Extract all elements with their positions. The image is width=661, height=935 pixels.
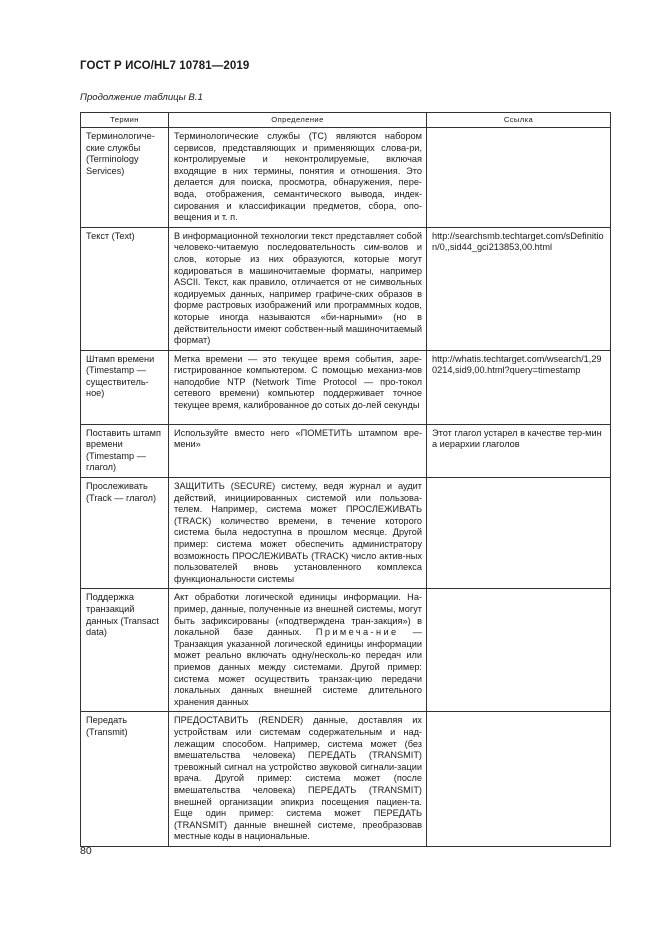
reference-cell	[427, 128, 611, 228]
table-row	[81, 350, 611, 424]
term-cell: Передать (Transmit)	[81, 712, 169, 847]
table-row	[81, 424, 611, 477]
definition-text: — Транзакция указанной логической единицы информации может реально включать одну/несколь-ко передач или приемов данных между системами. Другой пример: система может осуществить транзак-цию передачи локальных данных внешней системе длительного хранения данных	[174, 627, 422, 707]
table-header-row	[81, 113, 611, 128]
term-cell: Текст (Text)	[81, 227, 169, 350]
definition-cell: Терминологические службы (ТС) являются набором сервисов, представляющих и применяющих слова-ри, контролируемые и неконтролируемые, включая входящие в них термины, понятия и отношения. Это делается для поиска, просмотра, обнаружения, пере-вода, отображения, семантического вывода, индек-сирования и классификации предметов, сбора, опо-вещения и т. п.	[169, 128, 427, 228]
definition-cell: ЗАЩИТИТЬ (SECURE) систему, ведя журнал и аудит действий, инициированных системой или пользова-телем. Например, система может ПРОСЛЕЖИВАТЬ (TRACK) количество времени, в течение которого система была недоступна в прошлом месяце. Другой пример: система может обеспечить администратору возможность ПРОСЛЕЖИВАТЬ (TRACK) число актив-ных пользователей вновь установленного комплекса функциональности системы	[169, 478, 427, 589]
reference-cell	[427, 589, 611, 712]
term-cell: Поставить штамп времени (Timestamp — глагол)	[81, 424, 169, 477]
term-cell: Терминологиче-ские службы (Terminology Services)	[81, 128, 169, 228]
table-row	[81, 128, 611, 228]
page-number: 80	[80, 845, 92, 857]
table-row	[81, 589, 611, 712]
table-row	[81, 478, 611, 589]
table-caption: Продолжение таблицы В.1	[80, 92, 203, 103]
term-cell: Штамп времени (Timestamp — существитель-ное)	[81, 350, 169, 424]
reference-cell: Этот глагол устарел в качестве тер-мина иерархии глаголов	[427, 424, 611, 477]
reference-cell: http://whatis.techtarget.com/wsearch/1,290214,sid9,00.html?query=timestamp	[427, 350, 611, 424]
reference-cell	[427, 478, 611, 589]
table-row	[81, 712, 611, 847]
definition-cell: Используйте вместо него «ПОМЕТИТЬ штампом вре-мени»	[169, 424, 427, 477]
definition-cell	[169, 589, 427, 712]
reference-cell	[427, 712, 611, 847]
term-cell: Прослеживать (Track — глагол)	[81, 478, 169, 589]
definition-cell: Метка времени — это текущее время события, заре-гистрированное компьютером. С помощью механиз-мов наподобие NTP (Network Time Protocol — про-токол сетевого времени) компьютер поддерживает точное текущее время, калиброванное до сотых до-лей секунды	[169, 350, 427, 424]
definition-cell: ПРЕДОСТАВИТЬ (RENDER) данные, доставляя их устройствам или системам содержательным и над-лежащим способом. Например, система может (без вмешательства человека) ПЕРЕДАТЬ (TRANSMIT) тревожный сигнал на устройство звуковой сигнали-зации врача. Другой пример: система может (после вмешательства человека) ПЕРЕДАТЬ (TRANSMIT) внешней организации эпикриз посещения пациен-та. Еще один пример: система может ПЕРЕДАТЬ (TRANSMIT) данные внешней системе, преобразовав местные коды в национальные.	[169, 712, 427, 847]
terms-table	[80, 112, 611, 847]
definition-text: Акт обработки логической единицы информации. На-пример, данные, полученные из внешней системы, могут быть зафиксированы («подтверждена тран-закция») в локальной базе данных.	[174, 592, 422, 638]
note-label: Примеча-ние	[315, 627, 399, 638]
column-header-term: Термин	[81, 113, 169, 128]
table-row	[81, 227, 611, 350]
definition-cell: В информационной технологии текст представляет собой человеко-читаемую последовательность сим-волов и слов, которые из них образуются, которые могут кодироваться в машиночитаемые форматы, например ASCII. Текст, как правило, отличается от не символьных кодируемых данных, например графиче-ских образов в форме растровых изображений или программных кодов, которые иногда называются «би-нарными» (но в действительности имеют собствен-ный машиночитаемый формат)	[169, 227, 427, 350]
document-code: ГОСТ Р ИСО/HL7 10781—2019	[80, 60, 250, 72]
column-header-reference: Ссылка	[427, 113, 611, 128]
term-cell: Поддержка транзакций данных (Transact data)	[81, 589, 169, 712]
reference-cell: http://searchsmb.techtarget.com/sDefinition/0,,sid44_gci213853,00.html	[427, 227, 611, 350]
column-header-definition: Определение	[169, 113, 427, 128]
